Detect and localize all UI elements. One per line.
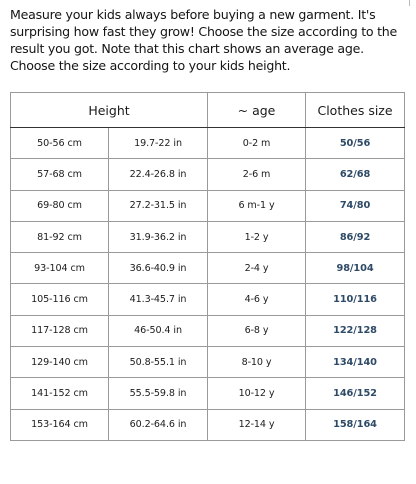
table-header-row xyxy=(11,93,405,128)
height-in-cell: 50.8-55.1 in xyxy=(109,347,208,378)
age-header: ~ age xyxy=(208,93,306,128)
clothes-size-cell: 110/116 xyxy=(306,284,405,315)
height-cm-cell: 117-128 cm xyxy=(11,315,109,346)
height-cm-cell: 129-140 cm xyxy=(11,347,109,378)
table-row xyxy=(11,190,405,221)
age-cell: 0-2 m xyxy=(208,128,306,159)
height-in-cell: 46-50.4 in xyxy=(109,315,208,346)
age-cell: 10-12 y xyxy=(208,378,306,409)
age-cell: 8-10 y xyxy=(208,347,306,378)
height-in-cell: 27.2-31.5 in xyxy=(109,190,208,221)
table-row xyxy=(11,253,405,284)
table-row xyxy=(11,284,405,315)
height-cm-cell: 93-104 cm xyxy=(11,253,109,284)
clothes-size-header: Clothes size xyxy=(306,93,405,128)
height-in-cell: 19.7-22 in xyxy=(109,128,208,159)
age-cell: 12-14 y xyxy=(208,409,306,440)
clothes-size-cell: 146/152 xyxy=(306,378,405,409)
height-in-cell: 31.9-36.2 in xyxy=(109,221,208,252)
table-row xyxy=(11,159,405,190)
table-row xyxy=(11,409,405,440)
clothes-size-cell: 50/56 xyxy=(306,128,405,159)
height-in-cell: 55.5-59.8 in xyxy=(109,378,208,409)
age-cell: 1-2 y xyxy=(208,221,306,252)
table-row xyxy=(11,128,405,159)
size-guide-intro: Measure your kids always before buying a new garment. It's surprising how fast they grow! Choose the size according to the result you got. Note that this chart shows an average age. Choose the size according to your kids height. xyxy=(10,7,398,73)
height-in-cell: 60.2-64.6 in xyxy=(109,409,208,440)
height-cm-cell: 50-56 cm xyxy=(11,128,109,159)
height-header: Height xyxy=(11,93,208,128)
age-cell: 6 m-1 y xyxy=(208,190,306,221)
clothes-size-cell: 158/164 xyxy=(306,409,405,440)
age-cell: 4-6 y xyxy=(208,284,306,315)
table-row xyxy=(11,315,405,346)
height-cm-cell: 105-116 cm xyxy=(11,284,109,315)
clothes-size-cell: 86/92 xyxy=(306,221,405,252)
height-in-cell: 36.6-40.9 in xyxy=(109,253,208,284)
height-cm-cell: 81-92 cm xyxy=(11,221,109,252)
height-in-cell: 41.3-45.7 in xyxy=(109,284,208,315)
size-chart-table xyxy=(10,92,405,441)
height-cm-cell: 141-152 cm xyxy=(11,378,109,409)
clothes-size-cell: 62/68 xyxy=(306,159,405,190)
table-row xyxy=(11,221,405,252)
height-in-cell: 22.4-26.8 in xyxy=(109,159,208,190)
clothes-size-cell: 74/80 xyxy=(306,190,405,221)
table-row xyxy=(11,347,405,378)
age-cell: 2-6 m xyxy=(208,159,306,190)
height-cm-cell: 153-164 cm xyxy=(11,409,109,440)
height-cm-cell: 57-68 cm xyxy=(11,159,109,190)
age-cell: 2-4 y xyxy=(208,253,306,284)
clothes-size-cell: 134/140 xyxy=(306,347,405,378)
age-cell: 6-8 y xyxy=(208,315,306,346)
table-row xyxy=(11,378,405,409)
height-cm-cell: 69-80 cm xyxy=(11,190,109,221)
clothes-size-cell: 98/104 xyxy=(306,253,405,284)
clothes-size-cell: 122/128 xyxy=(306,315,405,346)
